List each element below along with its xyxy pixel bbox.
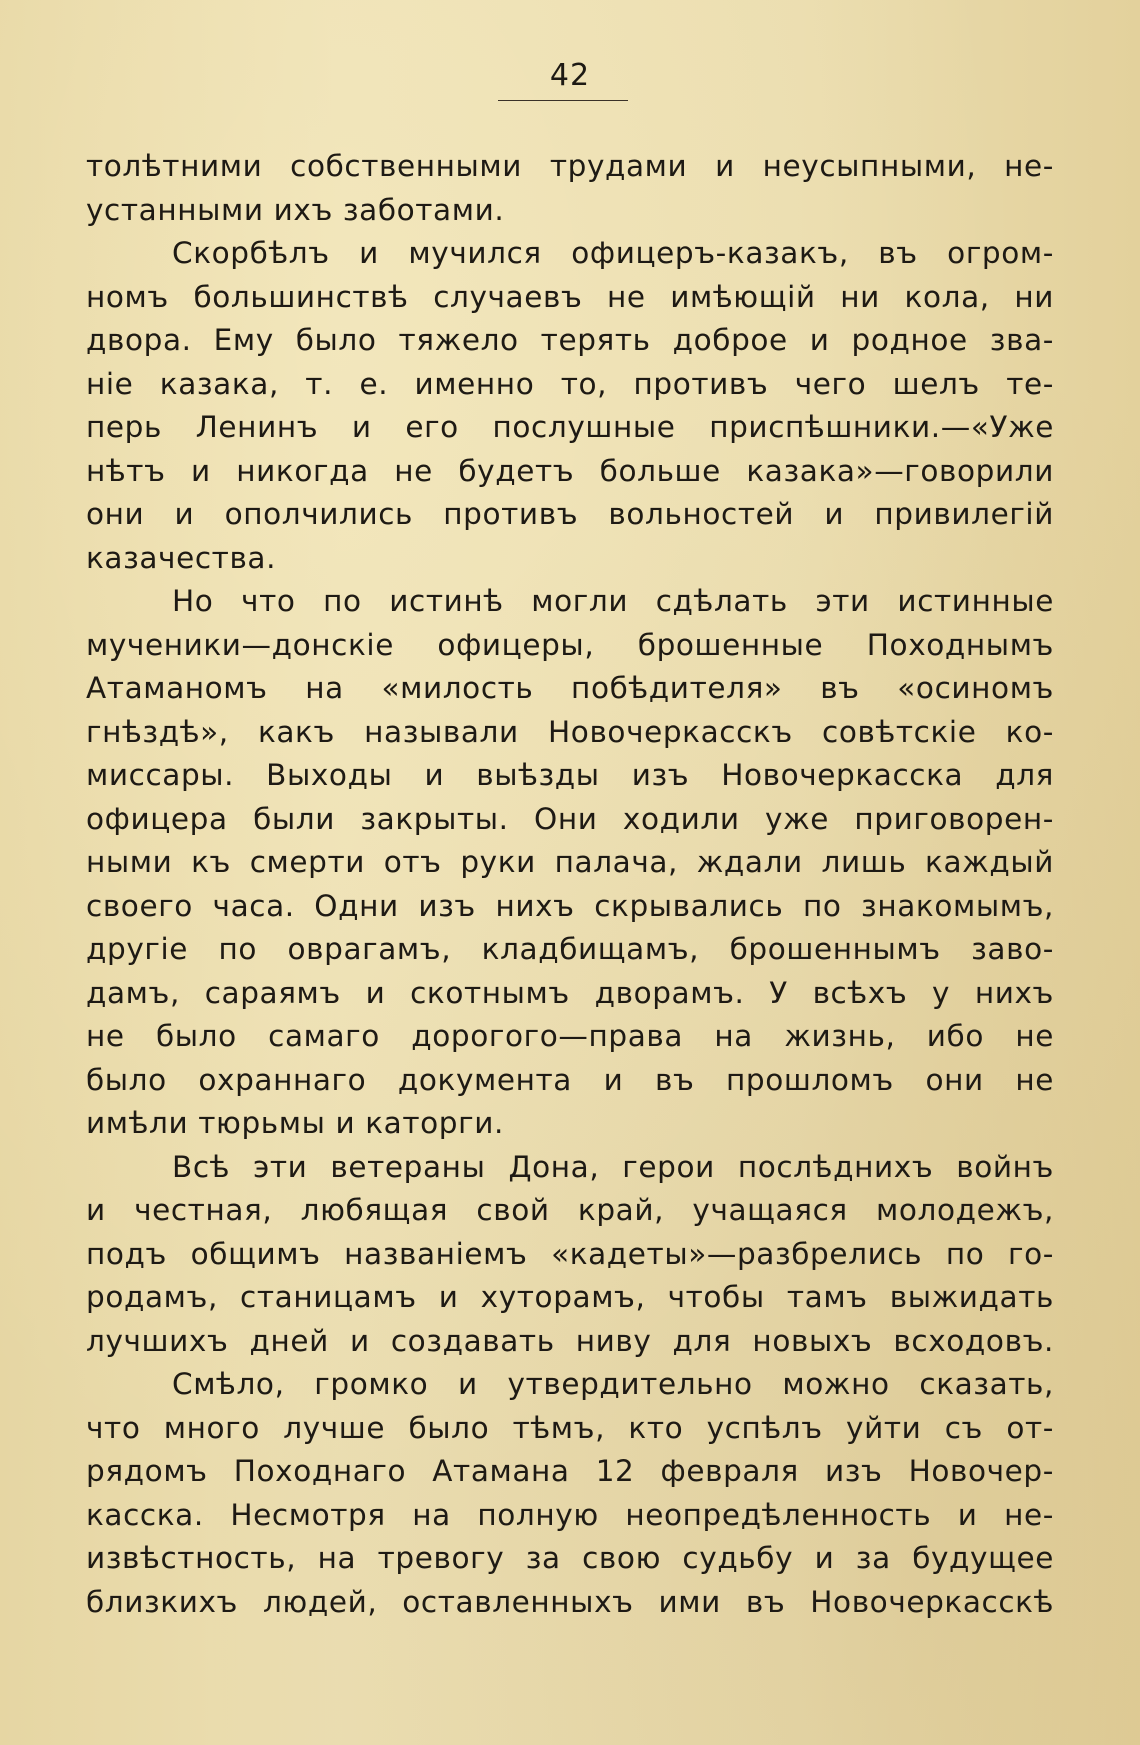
text-line: извѣстность, на тревогу за свою судьбу и за будущее — [86, 1541, 1054, 1575]
text-line: что много лучше было тѣмъ, кто успѣлъ уйти съ от- — [86, 1410, 1054, 1445]
text-line: они и ополчились противъ вольностей и привилегій — [86, 497, 1054, 531]
text-line: ными къ смерти отъ руки палача, ждали лишь каждый — [86, 845, 1054, 879]
text-line: перь Ленинъ и его послушные приспѣшники.—«Уже — [86, 410, 1054, 444]
text-line: родамъ, станицамъ и хуторамъ, чтобы тамъ выжидать — [86, 1280, 1054, 1314]
text-line: номъ большинствѣ случаевъ не имѣющій ни кола, ни — [86, 279, 1054, 314]
header-rule — [498, 100, 628, 101]
text-line: нѣтъ и никогда не будетъ больше казака»—говорили — [86, 453, 1054, 488]
body-text — [86, 145, 1054, 1624]
text-line: своего часа. Одни изъ нихъ скрывались по знакомымъ, — [86, 888, 1054, 923]
text-line: лучшихъ дней и создавать ниву для новыхъ всходовъ. — [86, 1323, 1054, 1358]
text-line: другіе по оврагамъ, кладбищамъ, брошеннымъ заво- — [86, 932, 1054, 966]
text-line: было охраннаго документа и въ прошломъ они не — [86, 1062, 1054, 1097]
text-line: устанными ихъ заботами. — [86, 192, 505, 227]
text-line: двора. Ему было тяжело терять доброе и родное зва- — [86, 323, 1054, 357]
text-line: толѣтними собственными трудами и неусыпными, не- — [86, 149, 1054, 183]
text-line: мученики—донскіе офицеры, брошенные Походнымъ — [86, 627, 1054, 662]
text-line: близкихъ людей, оставленныхъ ими въ Новочеркасскѣ — [86, 1584, 1054, 1619]
text-line: не было самаго дорогого—права на жизнь, ибо не — [86, 1019, 1054, 1053]
text-line: миссары. Выходы и выѣзды изъ Новочеркасска для — [86, 758, 1054, 792]
text-line: Всѣ эти ветераны Дона, герои послѣднихъ войнъ — [172, 1149, 1054, 1184]
text-line: рядомъ Походнаго Атамана 12 февраля изъ Новочер- — [86, 1454, 1054, 1488]
text-line: гнѣздѣ», какъ называли Новочеркасскъ совѣтскіе ко- — [86, 714, 1054, 749]
text-line: Скорбѣлъ и мучился офицеръ-казакъ, въ огром- — [172, 236, 1054, 270]
text-line: ніе казака, т. е. именно то, противъ чего шелъ те- — [86, 366, 1054, 401]
page-number: 42 — [549, 58, 591, 93]
text-line: офицера были закрыты. Они ходили уже приговорен- — [86, 801, 1054, 836]
text-line: казачества. — [86, 540, 277, 575]
text-line: Атаманомъ на «милость побѣдителя» въ «осиномъ — [86, 671, 1054, 705]
text-line: и честная, любящая свой край, учащаяся молодежъ, — [86, 1193, 1054, 1227]
text-line: Но что по истинѣ могли сдѣлать эти истинные — [172, 584, 1054, 618]
text-line: дамъ, сараямъ и скотнымъ дворамъ. У всѣхъ у нихъ — [86, 975, 1054, 1010]
text-line: подъ общимъ названіемъ «кадеты»—разбрелись по го- — [86, 1236, 1054, 1271]
text-line: имѣли тюрьмы и каторги. — [86, 1106, 504, 1140]
text-line: Смѣло, громко и утвердительно можно сказать, — [172, 1367, 1054, 1401]
text-line: касска. Несмотря на полную неопредѣленность и не- — [86, 1497, 1054, 1532]
